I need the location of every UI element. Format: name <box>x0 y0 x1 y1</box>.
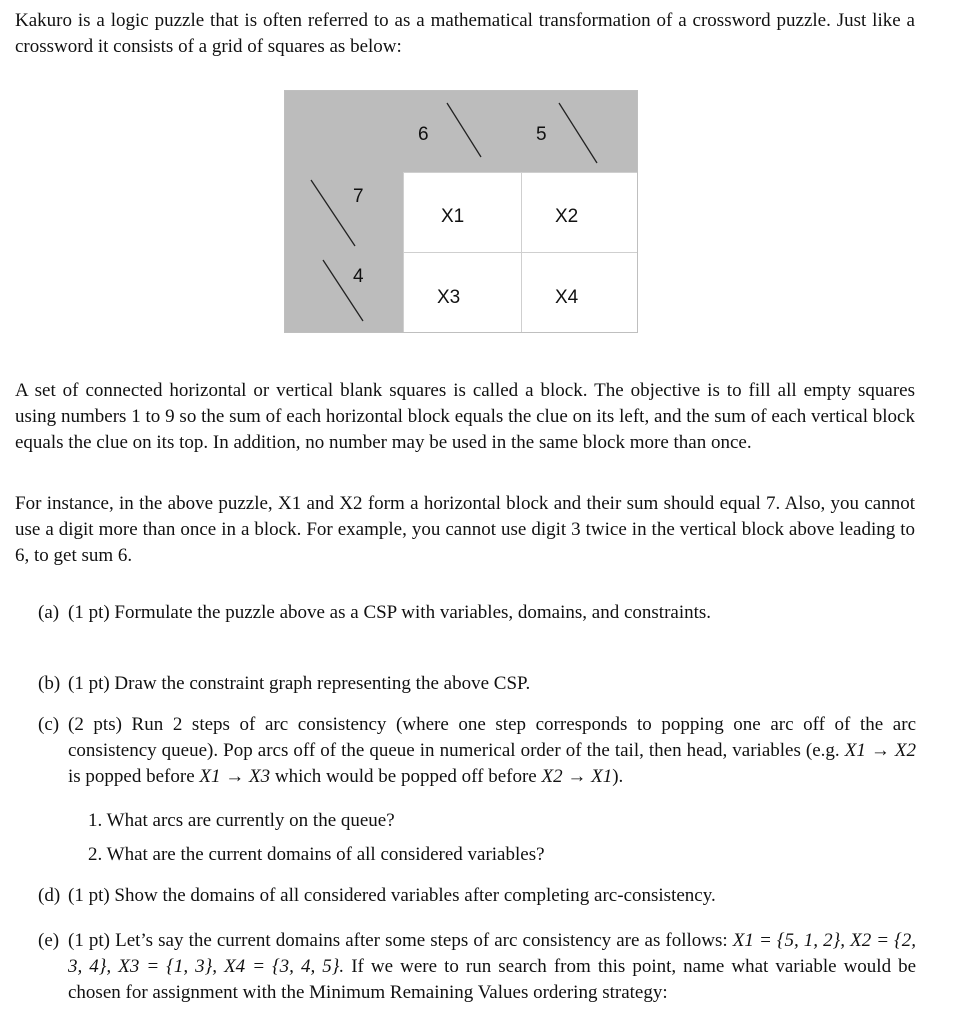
domain-x3: X3 = {1, 3}, <box>118 956 217 977</box>
question-b <box>38 671 916 697</box>
domain-x2: X2 = {2, 3, 4}, <box>68 930 917 977</box>
label-x4: X4 <box>555 287 579 308</box>
question-c-tail: ). <box>612 766 624 787</box>
question-e <box>38 928 916 1006</box>
diagonal-row1 <box>311 180 355 246</box>
question-a-label: (a) <box>38 602 60 623</box>
question-b-text: (1 pt) Draw the constraint graph representing the above CSP. <box>68 673 531 694</box>
domain-x4: X4 = {3, 4, 5}. <box>224 956 345 977</box>
example-paragraph: For instance, in the above puzzle, X1 and X2 form a horizontal block and their sum should equal 7. Also, you cannot use a digit more than once in a block. For example, you cannot use digit 3 twice in the vertical block above leading to 6, to get sum 6. <box>15 493 915 566</box>
question-c-sub-2: 2. What are the current domains of all considered variables? <box>88 844 545 865</box>
question-b-label: (b) <box>38 673 61 694</box>
arc-example-1: X1 → X2 <box>844 740 917 761</box>
clue-column-1: 6 <box>418 124 429 145</box>
question-a-text: (1 pt) Formulate the puzzle above as a CSP with variables, domains, and constraints. <box>68 602 712 623</box>
question-e-text <box>68 928 916 1006</box>
question-c-mid1: is popped before <box>68 766 195 787</box>
block-definition-paragraph: A set of connected horizontal or vertical blank squares is called a block. The objective is to fill all empty squares using numbers 1 to 9 so the sum of each horizontal block equals the clue on its left, and the sum of each vertical block equals the clue on its top. In addition, no number may be used in the same block more than once. <box>15 380 915 453</box>
diagonal-col1 <box>447 103 481 157</box>
question-c-label: (c) <box>38 714 60 735</box>
question-c-text <box>68 712 916 790</box>
question-e-rest: If we were to run search from this point, name what variable would be chosen for assignment with the Minimum Remaining Values ordering strategy: <box>68 956 917 1003</box>
question-c-sub-1: 1. What arcs are currently on the queue? <box>88 810 395 831</box>
intro-paragraph: Kakuro is a logic puzzle that is often referred to as a mathematical transformation of a crossword puzzle. Just like a crossword it consists of a grid of squares as below: <box>15 10 915 57</box>
question-d-label: (d) <box>38 885 61 906</box>
arc-example-2: X1 → X3 <box>199 766 271 787</box>
question-a <box>38 600 916 626</box>
question-c <box>38 712 916 790</box>
kakuro-grid <box>284 90 638 333</box>
label-x1: X1 <box>441 206 465 227</box>
question-d <box>38 883 916 909</box>
clue-column-2: 5 <box>536 124 547 145</box>
domain-x1: X1 = {5, 1, 2}, <box>732 930 845 951</box>
question-e-label: (e) <box>38 930 60 951</box>
question-d-text: (1 pt) Show the domains of all considered variables after completing arc-consistency. <box>68 885 716 906</box>
question-c-mid2: which would be popped off before <box>274 766 537 787</box>
arc-example-3: X2 → X1 <box>541 766 613 787</box>
clue-row-1: 7 <box>353 186 364 207</box>
label-x2: X2 <box>555 206 579 227</box>
question-e-lead: (1 pt) Let’s say the current domains after some steps of arc consistency are as follows: <box>68 930 728 951</box>
question-c-lead: (2 pts) Run 2 steps of arc consistency (where one step corresponds to popping one arc off of the arc consistency queue). Pop arcs off of the queue in numerical order of the tail, then head, variables (e.g. <box>68 714 916 761</box>
diagonal-col2 <box>559 103 597 163</box>
clue-row-2: 4 <box>353 266 364 287</box>
label-x3: X3 <box>437 287 461 308</box>
